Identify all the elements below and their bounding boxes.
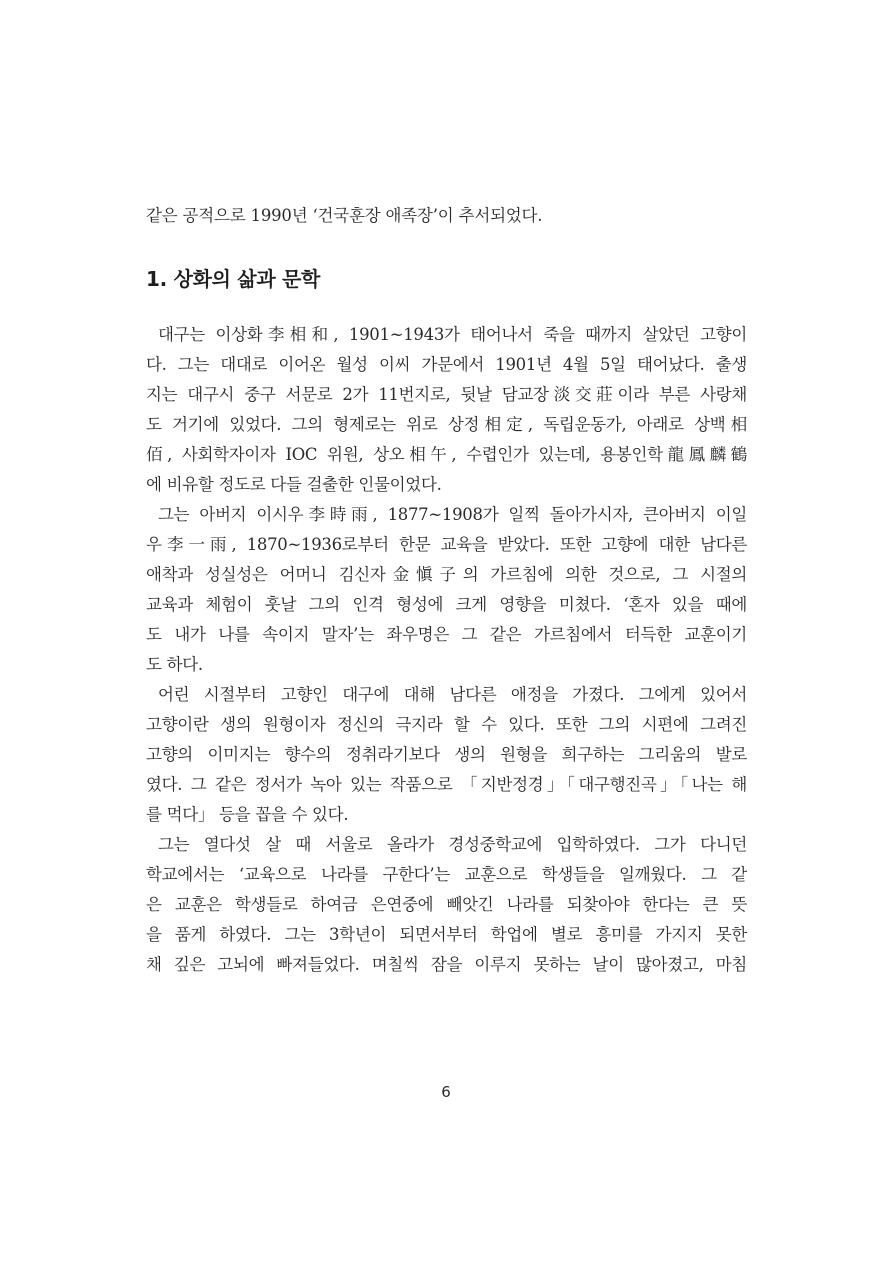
text-line: 고향의 이미지는 향수의 정취라기보다 생의 원형을 희구하는 그리움의 발로 <box>146 745 747 764</box>
text-line: 지는 대구시 중구 서문로 2가 11번지로, 뒷날 담교장淡交莊이라 부른 사랑채 <box>146 385 747 404</box>
text-line: 도 내가 나를 속이지 말자’는 좌우명은 그 같은 가르침에서 터득한 교훈이기 <box>146 625 747 644</box>
paragraph <box>146 500 747 680</box>
text-line: 을 품게 하였다. 그는 3학년이 되면서부터 학업에 별로 흥미를 가지지 못한 <box>146 925 747 944</box>
text-line: 대구는 이상화李相和, 1901~1943가 태어나서 죽을 때까지 살았던 고향이 <box>158 325 747 344</box>
text-line: 그는 열다섯 살 때 서울로 올라가 경성중학교에 입학하였다. 그가 다니던 <box>158 835 747 854</box>
text-line: 佰, 사회학자이자 IOC 위원, 상오相午, 수렵인가 있는데, 용봉인학龍鳳麟鶴 <box>146 445 747 464</box>
body-text <box>146 320 747 980</box>
text-line: 학교에서는 ‘교육으로 나라를 구한다’는 교훈으로 학생들을 일깨웠다. 그 같 <box>146 865 747 884</box>
text-line: 도 거기에 있었다. 그의 형제로는 위로 상정相定, 독립운동가, 아래로 상백相 <box>146 415 747 434</box>
text-line: 를 먹다」 등을 꼽을 수 있다. <box>146 805 349 824</box>
text-line: 도 하다. <box>146 655 203 674</box>
text-line: 우李一雨, 1870~1936로부터 한문 교육을 받았다. 또한 고향에 대한 남다른 <box>146 535 747 554</box>
section-heading: 1. 상화의 삶과 문학 <box>146 267 321 291</box>
text-line: 은 교훈은 학생들로 하여금 은연중에 빼앗긴 나라를 되찾아야 한다는 큰 뜻 <box>146 895 747 914</box>
page-number: 6 <box>441 1083 451 1101</box>
text-line: 그는 아버지 이시우李時雨, 1877~1908가 일찍 돌아가시자, 큰아버지 이일 <box>158 505 747 524</box>
text-line: 다. 그는 대대로 이어온 월성 이씨 가문에서 1901년 4월 5일 태어났다. 출생 <box>146 355 747 374</box>
text-line: 에 비유할 정도로 다들 걸출한 인물이었다. <box>146 475 442 494</box>
paragraph <box>146 320 747 500</box>
text-line: 고향이란 생의 원형이자 정신의 극지라 할 수 있다. 또한 그의 시편에 그려진 <box>146 715 747 734</box>
paragraph <box>146 830 747 980</box>
text-line: 교육과 체험이 훗날 그의 인격 형성에 크게 영향을 미쳤다. ‘혼자 있을 때에 <box>146 595 747 614</box>
paragraph <box>146 680 747 830</box>
text-line: 채 깊은 고뇌에 빠져들었다. 며칠씩 잠을 이루지 못하는 날이 많아졌고, 마침 <box>146 955 747 974</box>
intro-line: 같은 공적으로 1990년 ‘건국훈장 애족장’이 추서되었다. <box>146 206 543 225</box>
text-line: 어린 시절부터 고향인 대구에 대해 남다른 애정을 가졌다. 그에게 있어서 <box>158 685 747 704</box>
text-line: 였다. 그 같은 정서가 녹아 있는 작품으로 「지반정경」「대구행진곡」「나는 해 <box>146 775 747 794</box>
text-line: 애착과 성실성은 어머니 김신자金愼子의 가르침에 의한 것으로, 그 시절의 <box>146 565 747 584</box>
